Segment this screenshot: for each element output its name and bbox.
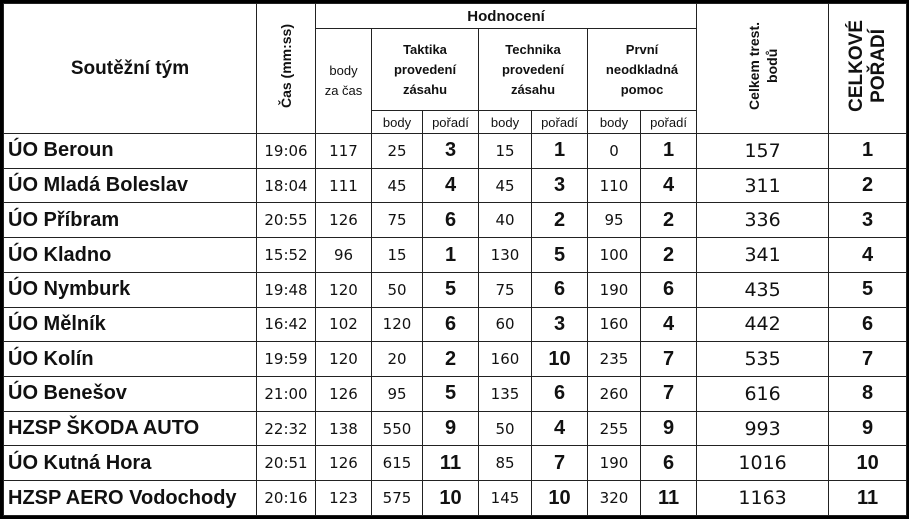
header-time-points: body za čas — [316, 29, 372, 134]
overall-rank-cell: 11 — [829, 481, 907, 516]
overall-rank-cell: 3 — [829, 203, 907, 238]
tactics-points-cell: 50 — [372, 272, 423, 307]
tactics-points-cell: 75 — [372, 203, 423, 238]
first-aid-rank-cell: 11 — [641, 481, 697, 516]
header-technique: Technika provedení zásahu — [479, 29, 588, 111]
tactics-rank-cell: 5 — [423, 377, 479, 412]
team-cell: ÚO Mělník — [4, 307, 257, 342]
first-aid-rank-cell: 4 — [641, 168, 697, 203]
table-row — [4, 481, 907, 516]
technique-points-cell: 45 — [479, 168, 532, 203]
overall-rank-cell: 8 — [829, 377, 907, 412]
first-aid-points-cell: 100 — [588, 238, 641, 273]
technique-rank-cell: 10 — [532, 342, 588, 377]
first-aid-rank-cell: 6 — [641, 272, 697, 307]
tactics-rank-cell: 11 — [423, 446, 479, 481]
time-cell: 18:04 — [257, 168, 316, 203]
time-cell: 20:55 — [257, 203, 316, 238]
header-technique-points: body — [479, 111, 532, 134]
header-overall-rank — [829, 4, 907, 134]
overall-rank-cell: 5 — [829, 272, 907, 307]
header-first-aid: První neodkladná pomoc — [588, 29, 697, 111]
team-cell: ÚO Kladno — [4, 238, 257, 273]
header-first-aid-points: body — [588, 111, 641, 134]
overall-rank-cell: 4 — [829, 238, 907, 273]
team-cell: ÚO Kutná Hora — [4, 446, 257, 481]
time-points-cell: 126 — [316, 377, 372, 412]
total-penalty-cell: 616 — [697, 377, 829, 412]
tactics-points-cell: 15 — [372, 238, 423, 273]
tactics-rank-cell: 6 — [423, 203, 479, 238]
table-row — [4, 168, 907, 203]
header-total-penalty-label: Celkem trest. bodů — [745, 22, 780, 110]
header-tactics: Taktika provedení zásahu — [372, 29, 479, 111]
total-penalty-cell: 993 — [697, 411, 829, 446]
technique-rank-cell: 1 — [532, 134, 588, 169]
first-aid-rank-cell: 6 — [641, 446, 697, 481]
technique-points-cell: 160 — [479, 342, 532, 377]
tactics-points-cell: 20 — [372, 342, 423, 377]
time-points-cell: 96 — [316, 238, 372, 273]
time-cell: 19:06 — [257, 134, 316, 169]
first-aid-points-cell: 110 — [588, 168, 641, 203]
first-aid-points-cell: 190 — [588, 446, 641, 481]
total-penalty-cell: 157 — [697, 134, 829, 169]
tactics-points-cell: 95 — [372, 377, 423, 412]
table-row — [4, 272, 907, 307]
table-row — [4, 411, 907, 446]
time-points-cell: 126 — [316, 203, 372, 238]
team-cell: ÚO Beroun — [4, 134, 257, 169]
total-penalty-cell: 435 — [697, 272, 829, 307]
time-points-cell: 120 — [316, 342, 372, 377]
technique-points-cell: 145 — [479, 481, 532, 516]
table-row — [4, 342, 907, 377]
technique-rank-cell: 10 — [532, 481, 588, 516]
first-aid-rank-cell: 1 — [641, 134, 697, 169]
table-row — [4, 134, 907, 169]
technique-points-cell: 40 — [479, 203, 532, 238]
team-cell: HZSP ŠKODA AUTO — [4, 411, 257, 446]
header-time — [257, 4, 316, 134]
first-aid-points-cell: 255 — [588, 411, 641, 446]
technique-rank-cell: 6 — [532, 377, 588, 412]
header-tactics-rank: pořadí — [423, 111, 479, 134]
table-row — [4, 203, 907, 238]
time-points-cell: 120 — [316, 272, 372, 307]
overall-rank-cell: 1 — [829, 134, 907, 169]
tactics-points-cell: 120 — [372, 307, 423, 342]
time-cell: 22:32 — [257, 411, 316, 446]
first-aid-points-cell: 160 — [588, 307, 641, 342]
header-evaluation: Hodnocení — [316, 4, 697, 29]
tactics-rank-cell: 6 — [423, 307, 479, 342]
team-cell: ÚO Benešov — [4, 377, 257, 412]
header-technique-rank: pořadí — [532, 111, 588, 134]
header-time-label: Čas (mm:ss) — [278, 23, 294, 109]
technique-rank-cell: 5 — [532, 238, 588, 273]
time-points-cell: 126 — [316, 446, 372, 481]
first-aid-points-cell: 190 — [588, 272, 641, 307]
tactics-rank-cell: 9 — [423, 411, 479, 446]
table-row — [4, 307, 907, 342]
first-aid-points-cell: 95 — [588, 203, 641, 238]
total-penalty-cell: 341 — [697, 238, 829, 273]
total-penalty-cell: 1016 — [697, 446, 829, 481]
team-cell: ÚO Nymburk — [4, 272, 257, 307]
technique-points-cell: 50 — [479, 411, 532, 446]
team-cell: ÚO Kolín — [4, 342, 257, 377]
table-row — [4, 446, 907, 481]
technique-points-cell: 135 — [479, 377, 532, 412]
team-cell: ÚO Příbram — [4, 203, 257, 238]
first-aid-rank-cell: 9 — [641, 411, 697, 446]
tactics-points-cell: 550 — [372, 411, 423, 446]
technique-points-cell: 15 — [479, 134, 532, 169]
team-cell: HZSP AERO Vodochody — [4, 481, 257, 516]
technique-rank-cell: 7 — [532, 446, 588, 481]
header-overall-rank-label: CELKOVÉ POŘADÍ — [845, 20, 889, 112]
header-tactics-points: body — [372, 111, 423, 134]
technique-points-cell: 60 — [479, 307, 532, 342]
tactics-rank-cell: 1 — [423, 238, 479, 273]
first-aid-rank-cell: 2 — [641, 238, 697, 273]
technique-rank-cell: 3 — [532, 307, 588, 342]
technique-points-cell: 75 — [479, 272, 532, 307]
time-points-cell: 123 — [316, 481, 372, 516]
technique-rank-cell: 6 — [532, 272, 588, 307]
first-aid-points-cell: 320 — [588, 481, 641, 516]
technique-rank-cell: 2 — [532, 203, 588, 238]
overall-rank-cell: 9 — [829, 411, 907, 446]
time-cell: 20:51 — [257, 446, 316, 481]
first-aid-rank-cell: 4 — [641, 307, 697, 342]
first-aid-points-cell: 235 — [588, 342, 641, 377]
tactics-points-cell: 615 — [372, 446, 423, 481]
table-row — [4, 377, 907, 412]
time-points-cell: 138 — [316, 411, 372, 446]
time-cell: 20:16 — [257, 481, 316, 516]
first-aid-rank-cell: 7 — [641, 377, 697, 412]
time-points-cell: 111 — [316, 168, 372, 203]
time-points-cell: 117 — [316, 134, 372, 169]
tactics-points-cell: 575 — [372, 481, 423, 516]
tactics-rank-cell: 4 — [423, 168, 479, 203]
header-total-penalty — [697, 4, 829, 134]
total-penalty-cell: 442 — [697, 307, 829, 342]
tactics-rank-cell: 2 — [423, 342, 479, 377]
technique-points-cell: 85 — [479, 446, 532, 481]
technique-rank-cell: 4 — [532, 411, 588, 446]
time-cell: 19:59 — [257, 342, 316, 377]
total-penalty-cell: 336 — [697, 203, 829, 238]
tactics-points-cell: 45 — [372, 168, 423, 203]
time-cell: 19:48 — [257, 272, 316, 307]
tactics-points-cell: 25 — [372, 134, 423, 169]
team-cell: ÚO Mladá Boleslav — [4, 168, 257, 203]
total-penalty-cell: 311 — [697, 168, 829, 203]
first-aid-rank-cell: 2 — [641, 203, 697, 238]
overall-rank-cell: 7 — [829, 342, 907, 377]
header-first-aid-rank: pořadí — [641, 111, 697, 134]
tactics-rank-cell: 3 — [423, 134, 479, 169]
table-row — [4, 238, 907, 273]
overall-rank-cell: 10 — [829, 446, 907, 481]
first-aid-rank-cell: 7 — [641, 342, 697, 377]
results-table — [3, 3, 907, 516]
time-cell: 16:42 — [257, 307, 316, 342]
technique-rank-cell: 3 — [532, 168, 588, 203]
total-penalty-cell: 1163 — [697, 481, 829, 516]
tactics-rank-cell: 10 — [423, 481, 479, 516]
time-cell: 21:00 — [257, 377, 316, 412]
overall-rank-cell: 2 — [829, 168, 907, 203]
technique-points-cell: 130 — [479, 238, 532, 273]
first-aid-points-cell: 0 — [588, 134, 641, 169]
header-team: Soutěžní tým — [4, 4, 257, 134]
tactics-rank-cell: 5 — [423, 272, 479, 307]
time-cell: 15:52 — [257, 238, 316, 273]
total-penalty-cell: 535 — [697, 342, 829, 377]
time-points-cell: 102 — [316, 307, 372, 342]
first-aid-points-cell: 260 — [588, 377, 641, 412]
overall-rank-cell: 6 — [829, 307, 907, 342]
